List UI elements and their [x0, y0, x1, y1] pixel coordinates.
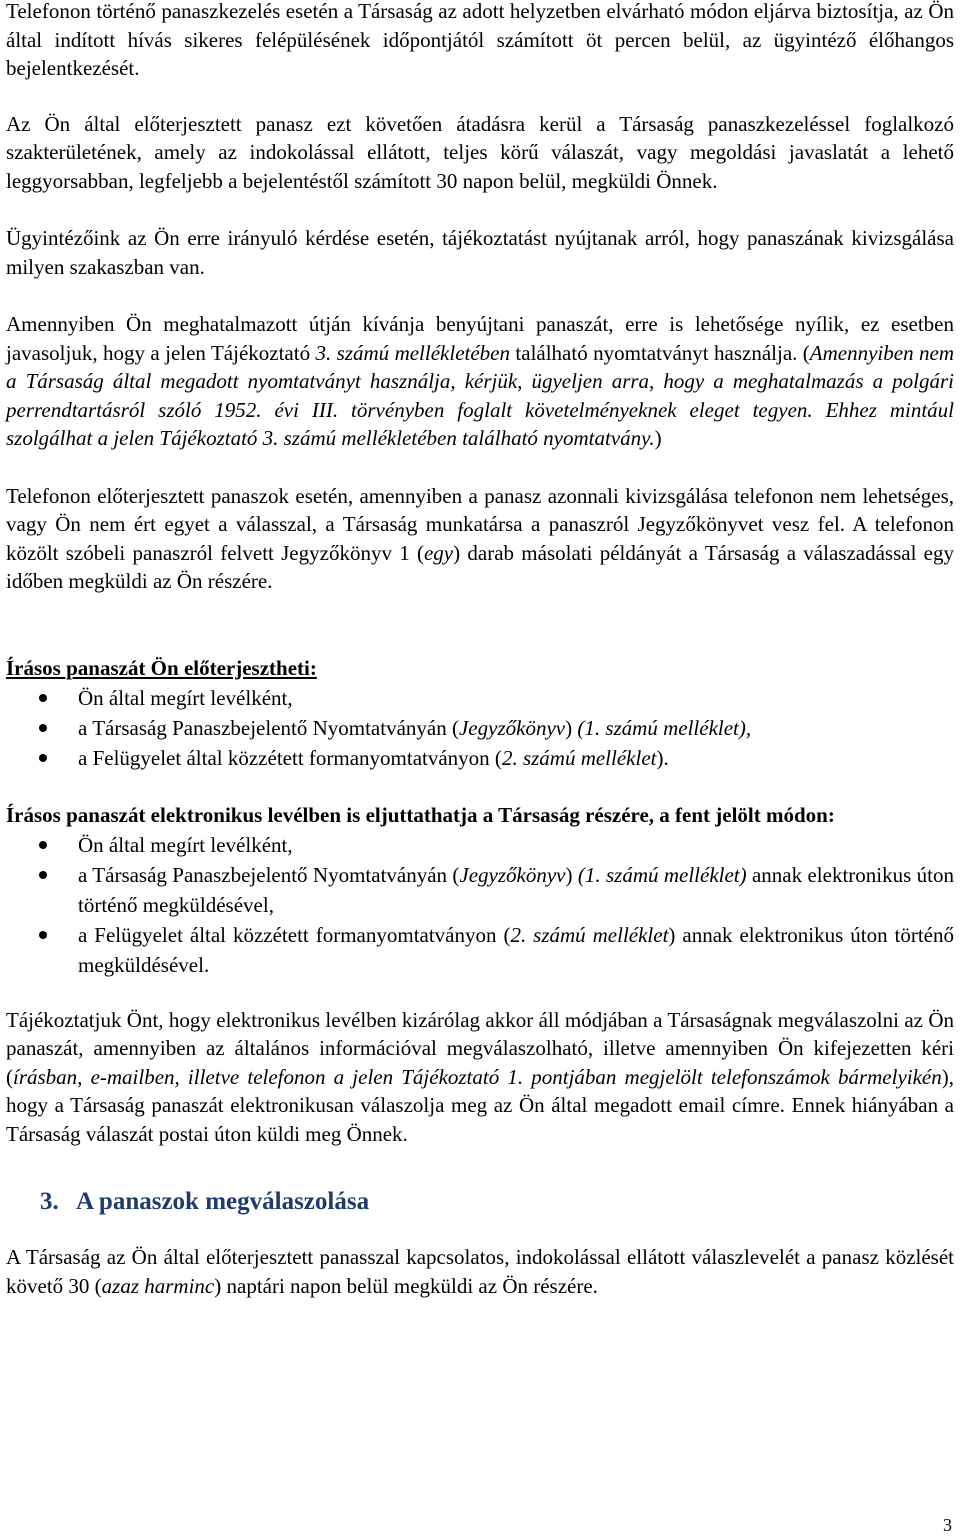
heading-text: Írásos panaszát Ön előterjesztheti:: [6, 655, 317, 680]
paragraph-electronic-reply: [6, 1006, 954, 1149]
text-segment: ) naptári napon belül megküldi az Ön részére.: [214, 1273, 598, 1298]
bullet-icon: [39, 754, 47, 762]
list-electronic-options: [6, 830, 954, 980]
text-segment: Telefonon előterjesztett panaszok esetén, amennyiben a panasz azonnali kivizsgálása telefonon nem lehetséges, vagy Ön nem ért egyet a válasszal, a Társaság munkatársa a panaszról Jegyzőkönyvet vesz fel. A telefonon közölt szóbeli panaszról felvett Jegyzőkönyv 1 (: [6, 483, 954, 565]
bullet-icon: [39, 724, 47, 732]
text-segment-italic: Jegyzőkönyv: [459, 862, 566, 887]
text-segment-italic: azaz harminc: [101, 1273, 215, 1298]
text-segment: a Társaság Panaszbejelentő Nyomtatványán (: [78, 862, 460, 887]
paragraph-phone-handling: Telefonon történő panaszkezelés esetén a Társaság az adott helyzetben elvárható módon eljárva biztosítja, az Ön által indított hívás sikeres felépülésének időpontjától számított öt percen belül, az ügyintéző élőhangos bejelentkezését.: [6, 0, 954, 80]
text-segment-italic: egy: [423, 540, 454, 565]
text-segment: a Felügyelet által közzétett formanyomtatványon (: [78, 746, 502, 770]
list-item: [6, 920, 954, 980]
text-segment: Amennyiben Ön meghatalmazott útján kívánja benyújtani panaszát, erre is lehetősége nyílik, ez esetben javasoljuk, hogy a jelen Tájékoztató: [6, 312, 954, 365]
list-written-options: [6, 683, 954, 773]
text-segment-italic: (1. számú melléklet),: [577, 716, 752, 740]
text-segment: ): [654, 426, 662, 450]
text-segment: ): [565, 716, 578, 740]
bullet-icon: [39, 694, 47, 702]
list-item: [6, 860, 954, 920]
paragraph-authorized-representative: [6, 310, 954, 453]
text-segment-italic: Amennyiben nem a Társaság által megadott nyomtatványt használja, kérjük, ügyeljen arra, hogy a meghatalmazás a polgári perrendtartásról szóló 1952. évi III. törvényben foglalt követelményeknek eleget tegyen. Ehhez mintául szolgálhat a jelen Tájékoztató 3. számú mellékletében található nyomtatvány.: [6, 340, 954, 450]
text-segment-italic: (1. számú melléklet): [577, 862, 747, 887]
text-segment-italic: írásban, e-mailben, illetve telefonon a jelen Tájékoztató 1. pontjában megjelölt telefonszámok bármelyikén: [13, 1064, 942, 1089]
bullet-icon: [39, 931, 47, 939]
text-segment: ).: [656, 746, 669, 770]
section-title-text: A panaszok megválaszolása: [76, 1188, 370, 1215]
list-item: [6, 743, 954, 773]
list-item-text: Ön által megírt levélként,: [78, 686, 293, 710]
paragraph-status-inquiry: Ügyintézőink az Ön erre irányuló kérdése esetén, tájékoztatást nyújtanak arról, hogy panaszának kivizsgálása milyen szakaszban van.: [6, 226, 954, 279]
text-segment-italic: 3. számú mellékletében: [315, 340, 510, 365]
list-item: [6, 830, 954, 860]
list-item: [6, 713, 954, 743]
bullet-icon: [39, 871, 47, 879]
text-segment: a Társaság Panaszbejelentő Nyomtatványán (: [78, 716, 459, 740]
text-segment: Tájékoztatjuk Önt, hogy elektronikus levélben kizárólag akkor áll módjában a Társaságnak megválaszolni az Ön panaszát, amennyiben az általános információval megválaszolható, illetve amennyiben Ön kifejezetten kéri (: [6, 1007, 954, 1089]
text-segment-italic: 2. számú melléklet: [510, 922, 669, 947]
text-segment-italic: Jegyzőkönyv: [458, 716, 566, 740]
text-segment: ), hogy a Társaság panaszát elektronikusan válaszolja meg az Ön által megadott email címre. Ennek hiányában a Társaság válaszát postai úton küldi meg Önnek.: [6, 1064, 954, 1146]
heading-written-complaint: [6, 654, 954, 683]
page-number: 3: [943, 1515, 952, 1535]
section-heading: [6, 1186, 954, 1218]
text-segment: A Társaság az Ön által előterjesztett panasszal kapcsolatos, indokolással ellátott válaszlevelét a panasz közlését követő 30 (: [6, 1245, 954, 1298]
paragraph-phone-protocol: [6, 482, 954, 596]
text-segment-italic: 2. számú melléklet: [501, 746, 657, 770]
text-segment: ) annak elektronikus úton történő megküldésével.: [78, 922, 955, 977]
heading-electronic-complaint: Írásos panaszát elektronikus levélben is eljuttathatja a Társaság részére, a fent jelölt módon:: [6, 803, 835, 827]
text-segment: a Felügyelet által közzétett formanyomtatványon (: [78, 922, 511, 947]
document-page: [6, 0, 954, 1300]
text-segment: ) darab másolati példányát a Társaság a válaszadással egy időben megküldi az Ön részére.: [6, 540, 954, 593]
paragraph-complaint-forwarding: Az Ön által előterjesztett panasz ezt követően átadásra kerül a Társaság panaszkezeléssel foglalkozó szakterületének, amely az indokolással ellátott, teljes körű válaszát, vagy megoldási javaslatát a lehető leggyorsabban, legfeljebb a bejelentéstől számított 30 napon belül, megküldi Önnek.: [6, 111, 954, 193]
section-number: 3.: [40, 1188, 59, 1215]
paragraph-reply-deadline: [6, 1243, 954, 1300]
text-segment: ): [565, 862, 578, 887]
text-segment: annak elektronikus úton történő megküldésével,: [78, 862, 954, 917]
text-segment: található nyomtatványt használja. (: [510, 340, 810, 365]
bullet-icon: [39, 841, 47, 849]
list-item-text: Ön által megírt levélként,: [78, 832, 293, 857]
list-item: [6, 683, 954, 713]
